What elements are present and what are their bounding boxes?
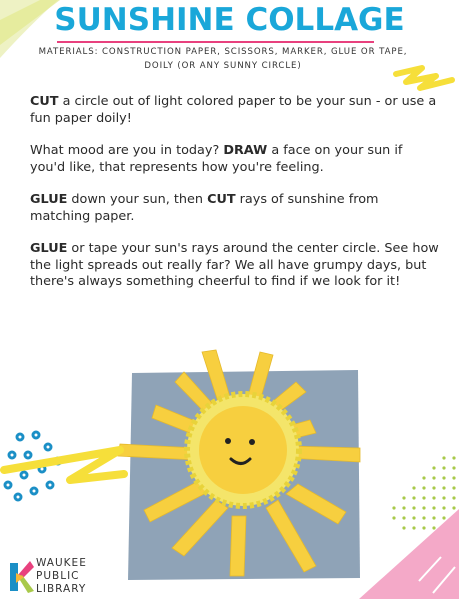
step-2: What mood are you in today? DRAW a face on your sun if you'd like, that represents how you're feeling. bbox=[30, 143, 403, 175]
step-3: GLUE down your sun, then CUT rays of sunshine from matching paper. bbox=[30, 192, 379, 224]
sun-right-eye bbox=[249, 439, 255, 445]
page-title: SUNSHINE COLLAGE bbox=[54, 2, 405, 38]
sun-face bbox=[199, 406, 287, 494]
materials-list: MATERIALS: CONSTRUCTION PAPER, SCISSORS, MARKER, GLUE OR TAPE, DOILY (OR ANY SUNNY CIRCLE) bbox=[38, 47, 408, 71]
pink-corner-shape bbox=[359, 509, 459, 599]
library-logo-mark bbox=[6, 559, 34, 595]
library-name: WAUKEE PUBLIC LIBRARY bbox=[36, 557, 87, 595]
sun-left-eye bbox=[225, 438, 231, 444]
step-1: CUT a circle out of light colored paper to be your sun - or use a fun paper doily! bbox=[30, 94, 437, 126]
yellow-zigzag-lower-left bbox=[0, 440, 130, 500]
waukee-public-library-logo bbox=[6, 557, 116, 597]
step-4: GLUE or tape your sun's rays around the center circle. See how the light spreads out really far? We all have grumpy days, but there's always something cheerful to find if we look for it! bbox=[30, 241, 439, 289]
